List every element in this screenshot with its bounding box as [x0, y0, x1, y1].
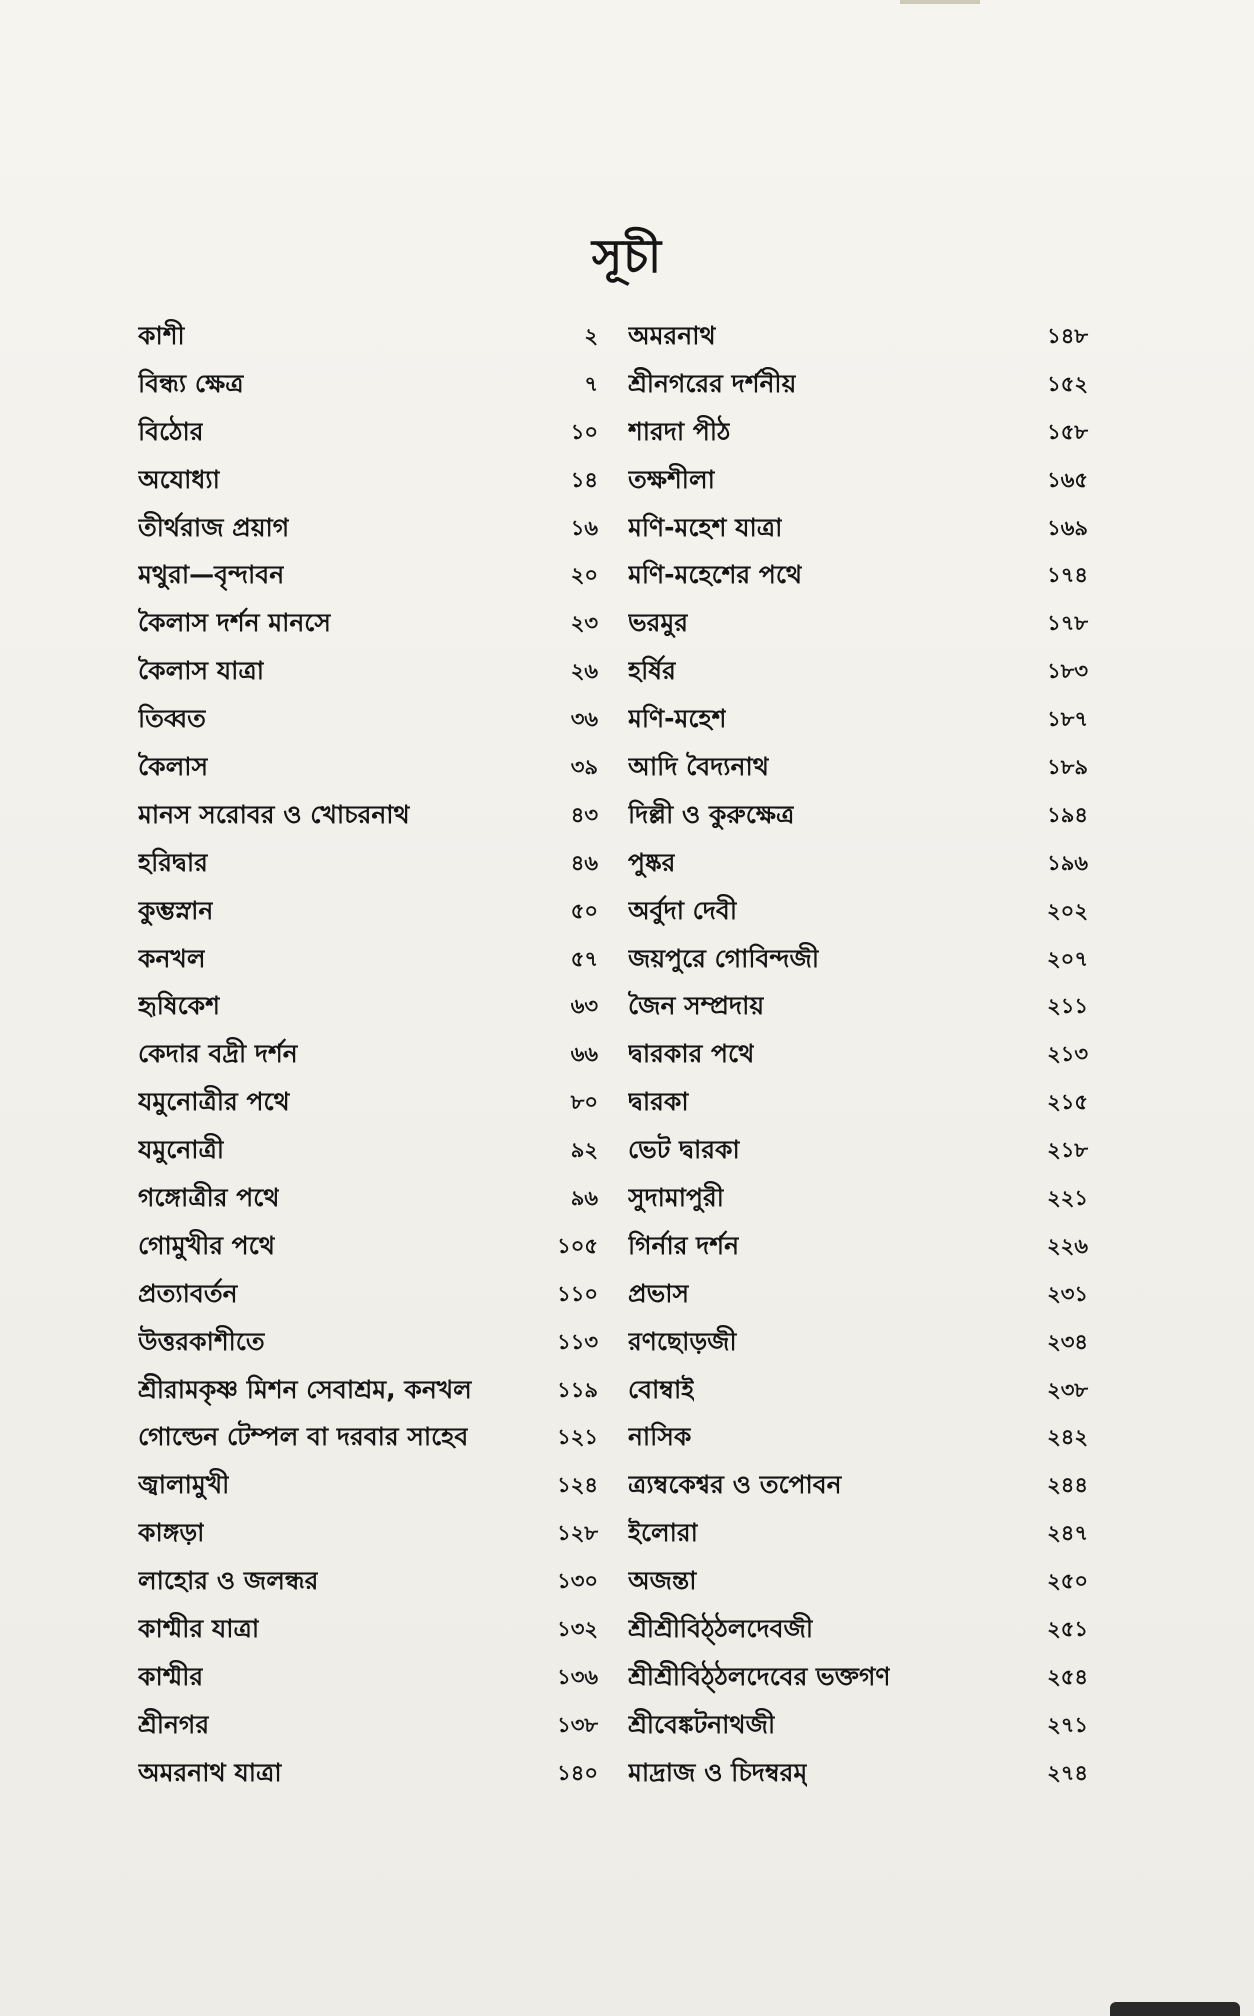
toc-entry-title: আদি বৈদ্যনাথ: [628, 752, 769, 782]
toc-entry-page-number: ১৬৫: [1047, 467, 1088, 492]
toc-entry: [138, 551, 598, 599]
toc-entry-title: কৈলাস যাত্রা: [138, 656, 264, 686]
toc-entry: [628, 1653, 1088, 1701]
toc-entry-page-number: ২০২: [1047, 898, 1088, 923]
toc-entry-page-number: ১১৩: [557, 1329, 598, 1354]
toc-entry-title: মথুরা—বৃন্দাবন: [138, 560, 285, 590]
toc-entry: [628, 1222, 1088, 1270]
toc-entry-title: তীর্থরাজ প্রয়াগ: [138, 512, 290, 542]
toc-entry-title: যমুনোত্রী: [138, 1135, 225, 1165]
toc-entry: [138, 1605, 598, 1653]
page-title: সূচী: [591, 229, 663, 283]
toc-entry-title: মণি-মহেশের পথে: [628, 560, 803, 590]
toc-entry: [138, 599, 598, 647]
toc-entry-title: গঙ্গোত্রীর পথে: [138, 1183, 280, 1213]
toc-entry-title: অর্বুদা দেবী: [628, 895, 737, 925]
toc-entry-title: কাশ্মীর যাত্রা: [138, 1614, 260, 1644]
toc-entry-title: কনখল: [138, 943, 206, 973]
toc-entry: [628, 695, 1088, 743]
toc-entry: [138, 1366, 598, 1414]
toc-entry-title: নাসিক: [628, 1422, 692, 1452]
toc-entry-page-number: ২৭১: [1047, 1712, 1088, 1737]
toc-entry: [138, 647, 598, 695]
toc-entry-page-number: ১২১: [557, 1425, 598, 1450]
toc-entry-title: জৈন সম্প্রদায়: [628, 991, 765, 1021]
toc-entry: [138, 935, 598, 983]
toc-entry: [628, 982, 1088, 1030]
toc-entry: [138, 839, 598, 887]
toc-entry-title: মাদ্রাজ ও চিদম্বরম্: [628, 1757, 808, 1787]
toc-entry: [628, 1078, 1088, 1126]
toc-entry-title: শ্রীশ্রীবিঠ্ঠলদেবজী: [628, 1614, 814, 1644]
toc-entry: [138, 408, 598, 456]
toc-entry-title: বিঠোর: [138, 416, 204, 446]
toc-entry-title: অমরনাথ: [628, 321, 716, 350]
toc-entry: [628, 647, 1088, 695]
toc-entry-page-number: ১৯৪: [1047, 802, 1088, 827]
toc-entry: [628, 599, 1088, 647]
toc-entry-page-number: ১২৪: [557, 1473, 598, 1498]
toc-entry: [628, 312, 1088, 360]
toc-entry-title: শ্রীনগর: [138, 1709, 210, 1739]
toc-entry-page-number: ২২৬: [1047, 1233, 1088, 1258]
toc-entry-title: ইলোরা: [628, 1518, 698, 1548]
toc-entry-page-number: ৫০: [570, 898, 598, 923]
toc-entry-page-number: ২৩১: [1047, 1281, 1088, 1306]
toc-entry-page-number: ১৮৩: [1047, 659, 1088, 684]
toc-entry: [138, 1318, 598, 1366]
toc-entry-title: জয়পুরে গোবিন্দজী: [628, 943, 819, 973]
toc-entry-title: কুম্ভস্নান: [138, 895, 214, 925]
toc-entry-page-number: ১৪: [570, 467, 598, 492]
toc-entry: [628, 791, 1088, 839]
toc-entry-title: মণি-মহেশ যাত্রা: [628, 512, 783, 542]
toc-entry: [138, 1653, 598, 1701]
toc-entry-page-number: ২০৭: [1047, 946, 1088, 971]
toc-entry-page-number: ২১১: [1047, 994, 1088, 1019]
toc-entry-page-number: ১১০: [557, 1281, 598, 1306]
toc-entry: [138, 1557, 598, 1605]
toc-entry: [628, 1461, 1088, 1509]
toc-entry-title: লাহোর ও জলন্ধর: [138, 1566, 319, 1596]
toc-entry-title: পুষ্কর: [628, 847, 676, 877]
toc-entry-title: মণি-মহেশ: [628, 704, 727, 734]
toc-entry-page-number: ১৫৮: [1047, 419, 1088, 444]
toc-entry-page-number: ২১৫: [1047, 1090, 1088, 1115]
toc-entry-page-number: ৪৩: [570, 802, 598, 827]
toc-entry-title: হর্ষির: [628, 656, 676, 686]
toc-entry-title: শারদা পীঠ: [628, 416, 731, 446]
toc-entry-title: জ্বালামুখী: [138, 1470, 230, 1500]
toc-entry-page-number: ২৪৪: [1047, 1473, 1088, 1498]
toc-entry-title: ভরমুর: [628, 608, 689, 638]
toc-entry-page-number: ৬৩: [570, 994, 598, 1019]
toc-entry-title: তিব্বত: [138, 704, 206, 734]
toc-entry-page-number: ৩৯: [570, 755, 598, 780]
toc-entry-page-number: ১৪৮: [1047, 324, 1088, 348]
toc-entry: [138, 1701, 598, 1749]
toc-entry-page-number: ২১৩: [1047, 1042, 1088, 1067]
toc-entry-title: কাঙ্গড়া: [138, 1518, 205, 1548]
toc-entry-title: কৈলাস: [138, 752, 208, 782]
toc-entry-title: হৃষিকেশ: [138, 991, 220, 1021]
toc-entry-page-number: ৯৬: [570, 1186, 598, 1211]
toc-entry-page-number: ২৫১: [1047, 1617, 1088, 1642]
toc-entry-page-number: ১২৮: [557, 1521, 598, 1546]
toc-entry: [628, 1557, 1088, 1605]
toc-entry-page-number: ১৭৪: [1047, 563, 1088, 588]
toc-entry-page-number: ১৭৮: [1047, 611, 1088, 636]
toc-entry: [628, 1174, 1088, 1222]
toc-entry: [628, 1270, 1088, 1318]
toc-entry-title: উত্তরকাশীতে: [138, 1326, 265, 1356]
toc-entry-page-number: ১৬৯: [1047, 515, 1088, 540]
toc-entry: [628, 1509, 1088, 1557]
toc-entry: [138, 1222, 598, 1270]
toc-entry: [138, 1749, 598, 1797]
toc-entry: [138, 791, 598, 839]
toc-entry-title: কৈলাস দর্শন মানসে: [138, 608, 331, 638]
toc-entry: [628, 1413, 1088, 1461]
toc-entry-page-number: ৮০: [570, 1090, 598, 1115]
toc-entry-page-number: ২৪৭: [1047, 1521, 1088, 1546]
bottom-edge-mark: [1110, 2002, 1240, 2016]
toc-entry-title: বোম্বাই: [628, 1374, 695, 1404]
toc-entry: [138, 695, 598, 743]
toc-entry-page-number: ১৫২: [1047, 371, 1088, 396]
toc-entry-title: অমরনাথ যাত্রা: [138, 1757, 282, 1787]
toc-entry: [628, 1030, 1088, 1078]
toc-entry-title: বিন্ধ্য ক্ষেত্র: [138, 368, 244, 398]
toc-entry-page-number: ২৩: [570, 611, 598, 636]
toc-entry: [628, 408, 1088, 456]
toc-entry: [138, 1030, 598, 1078]
toc-entry: [628, 887, 1088, 935]
toc-entry-page-number: ১৩৮: [557, 1712, 598, 1737]
toc-entry-title: প্রত্যাবর্তন: [138, 1278, 238, 1308]
toc-entry-page-number: ২৩৮: [1047, 1377, 1088, 1402]
toc-entry-title: গোল্ডেন টেম্পল বা দরবার সাহেব: [138, 1422, 469, 1452]
toc-entry: [138, 1174, 598, 1222]
toc-entry-page-number: ২০: [570, 563, 598, 588]
toc-entry-page-number: ৩৬: [570, 707, 598, 732]
toc-right-column: [628, 312, 1088, 1797]
toc-entry-title: শ্রীনগরের দর্শনীয়: [628, 368, 797, 398]
toc-entry: [138, 1509, 598, 1557]
toc-entry-page-number: ২৪২: [1047, 1425, 1088, 1450]
toc-entry: [138, 1461, 598, 1509]
toc-entry-page-number: ২৭৪: [1047, 1760, 1088, 1785]
toc-entry: [138, 1413, 598, 1461]
toc-entry: [138, 504, 598, 552]
toc-entry: [138, 360, 598, 408]
toc-entry-title: দ্বারকার পথে: [628, 1039, 755, 1069]
toc-entry-title: রণছোড়জী: [628, 1326, 737, 1356]
toc-entry-page-number: ২৬: [570, 659, 598, 684]
toc-entry-title: গির্নার দর্শন: [628, 1230, 740, 1260]
toc-entry: [138, 456, 598, 504]
toc-entry-page-number: ৭: [584, 371, 598, 396]
toc-entry-title: ভেট দ্বারকা: [628, 1135, 740, 1165]
toc-entry: [138, 887, 598, 935]
toc-entry-page-number: ১৮৭: [1047, 707, 1088, 732]
top-edge-mark: [900, 0, 980, 4]
toc-entry-page-number: ১৩০: [557, 1569, 598, 1594]
toc-entry-page-number: ১৬: [570, 515, 598, 540]
toc-entry-title: শ্রীশ্রীবিঠ্ঠলদেবের ভক্তগণ: [628, 1661, 891, 1691]
toc-entry-page-number: ২৫০: [1047, 1569, 1088, 1594]
toc-entry-title: অযোধ্যা: [138, 464, 220, 494]
toc-entry-page-number: ১৩২: [557, 1617, 598, 1642]
toc-entry-title: কাশ্মীর: [138, 1661, 204, 1691]
toc-entry-page-number: ২১৮: [1047, 1138, 1088, 1163]
toc-entry: [628, 1126, 1088, 1174]
toc-left-column: [138, 312, 598, 1797]
toc-entry: [628, 1366, 1088, 1414]
toc-entry: [628, 839, 1088, 887]
toc-entry: [138, 1078, 598, 1126]
toc-entry-title: সুদামাপুরী: [628, 1183, 724, 1213]
toc-entry-title: অজন্তা: [628, 1566, 697, 1596]
toc-entry-page-number: ৪৬: [570, 850, 598, 875]
toc-entry-title: শ্রীরামকৃষ্ণ মিশন সেবাশ্রম, কনখল: [138, 1374, 472, 1404]
toc-entry-title: ত্র্যম্বকেশ্বর ও তপোবন: [628, 1470, 842, 1500]
toc-entry: [138, 743, 598, 791]
toc-entry-title: কাশী: [138, 321, 185, 350]
toc-entry-page-number: ১০৫: [557, 1233, 598, 1258]
toc-entry-page-number: ২৩৪: [1047, 1329, 1088, 1354]
toc-entry-page-number: ১৪০: [557, 1760, 598, 1785]
toc-entry: [628, 504, 1088, 552]
toc-entry: [628, 1605, 1088, 1653]
toc-entry: [138, 312, 598, 360]
toc-entry: [628, 456, 1088, 504]
toc-entry-page-number: ১৯৬: [1047, 850, 1088, 875]
toc-entry-title: দিল্লী ও কুরুক্ষেত্র: [628, 799, 795, 829]
toc-entry-title: প্রভাস: [628, 1278, 690, 1308]
toc-entry-page-number: ৬৬: [570, 1042, 598, 1067]
toc-entry: [138, 1270, 598, 1318]
toc-entry-title: তক্ষশীলা: [628, 464, 715, 494]
toc-entry-page-number: ১০: [570, 419, 598, 444]
toc-entry: [628, 1318, 1088, 1366]
toc-entry-page-number: ১৮৯: [1047, 755, 1088, 780]
toc-entry-page-number: ৯২: [570, 1138, 598, 1163]
toc-entry: [628, 935, 1088, 983]
toc-entry-title: যমুনোত্রীর পথে: [138, 1087, 290, 1117]
toc-entry-page-number: ১১৯: [557, 1377, 598, 1402]
toc-entry-title: দ্বারকা: [628, 1087, 689, 1117]
toc-entry-title: মানস সরোবর ও খোচরনাথ: [138, 799, 410, 829]
toc-entry: [628, 360, 1088, 408]
toc-entry-title: হরিদ্বার: [138, 847, 208, 877]
toc-entry-page-number: ১৩৬: [557, 1664, 598, 1689]
toc-entry: [628, 1749, 1088, 1797]
toc-entry-title: শ্রীবেঙ্কটনাথজী: [628, 1709, 776, 1739]
toc-entry-title: গোমুখীর পথে: [138, 1230, 275, 1260]
toc-entry: [628, 551, 1088, 599]
toc-entry: [628, 1701, 1088, 1749]
toc-entry-title: কেদার বদ্রী দর্শন: [138, 1039, 298, 1069]
toc-entry-page-number: ৫৭: [570, 946, 598, 971]
toc-entry-page-number: ২২১: [1047, 1186, 1088, 1211]
toc-entry-page-number: ২৫৪: [1047, 1664, 1088, 1689]
toc-entry: [138, 982, 598, 1030]
toc-entry-page-number: ২: [584, 324, 598, 348]
toc-entry: [628, 743, 1088, 791]
toc-entry: [138, 1126, 598, 1174]
